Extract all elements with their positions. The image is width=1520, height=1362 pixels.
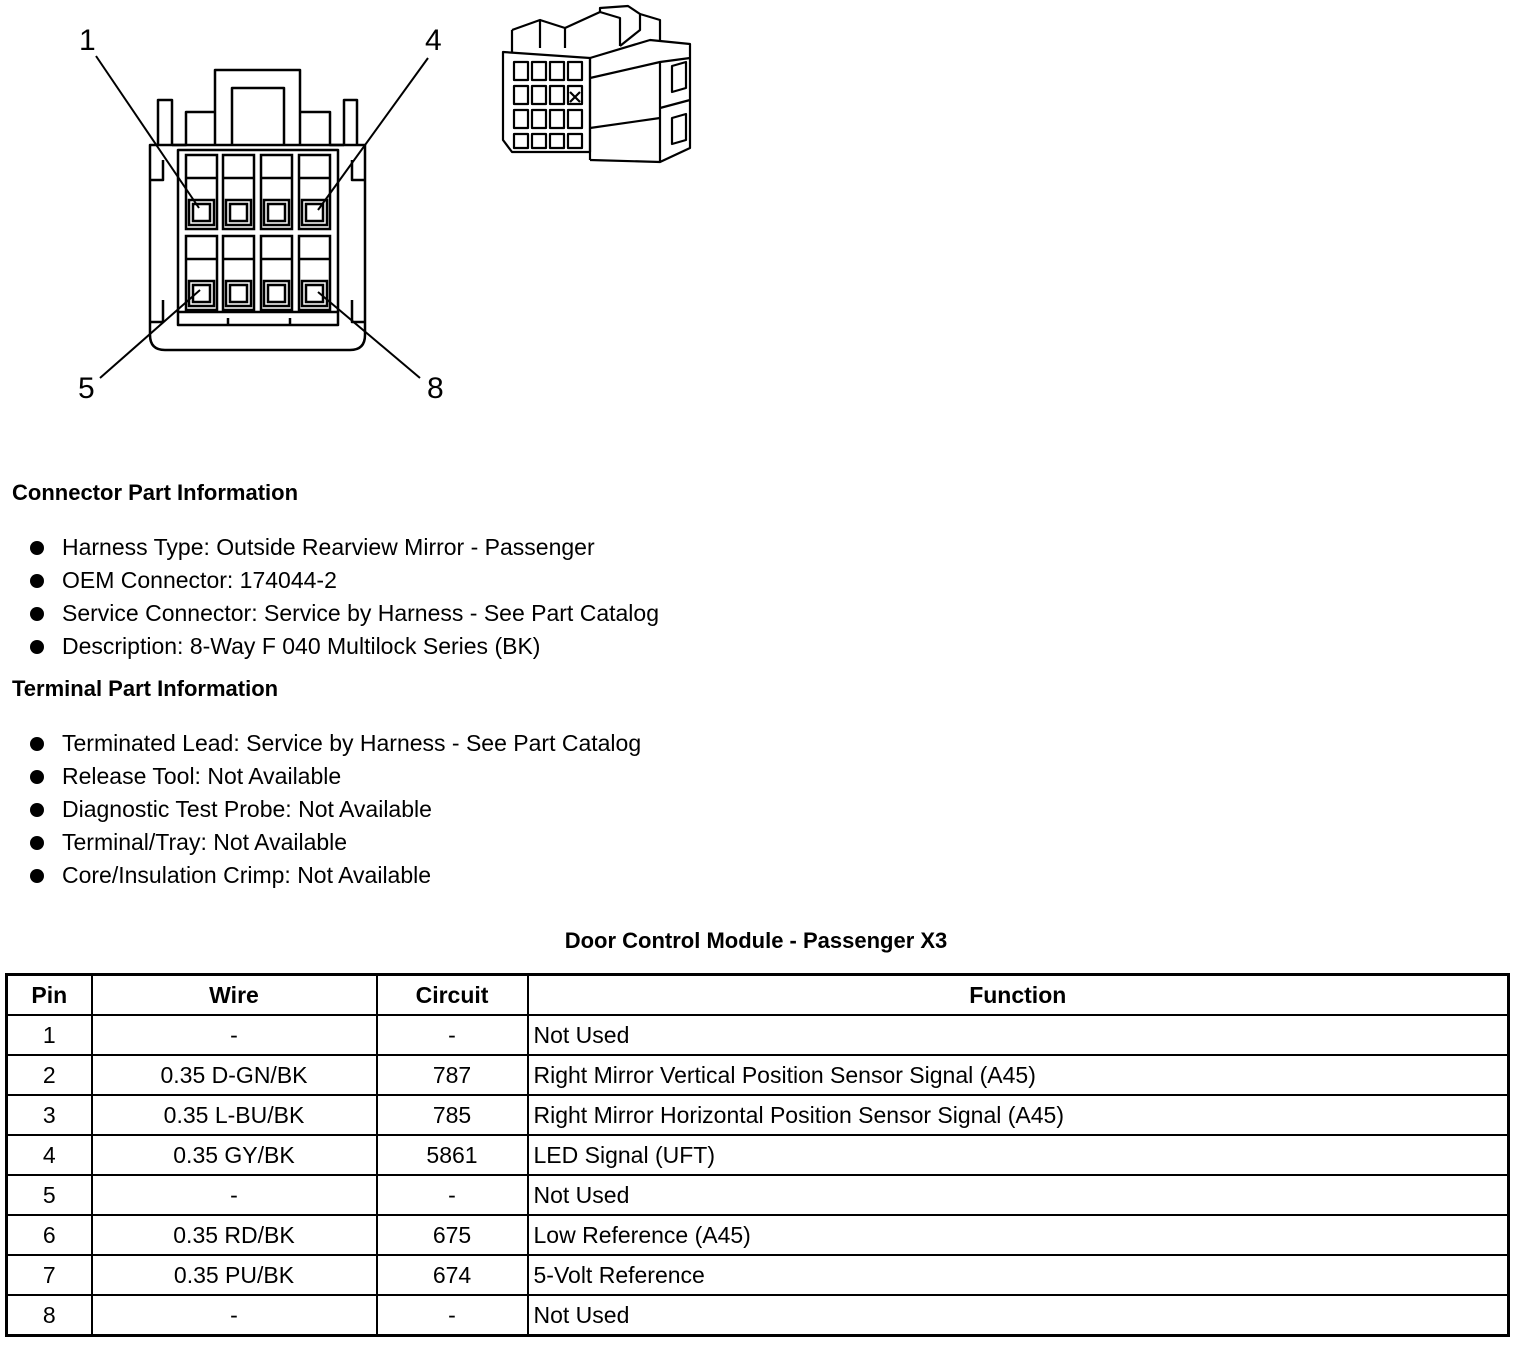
list-item-text: Release Tool: Not Available [62, 763, 342, 789]
list-item [30, 727, 641, 760]
column-header-function: Function [528, 975, 1509, 1016]
list-item-text: Diagnostic Test Probe: Not Available [62, 796, 432, 822]
table-row [7, 1055, 1509, 1095]
cell-function: 5-Volt Reference [528, 1255, 1509, 1295]
cell-wire: 0.35 L-BU/BK [92, 1095, 377, 1135]
terminal-part-info-list [30, 727, 641, 892]
table-row [7, 1295, 1509, 1336]
terminal-part-info-heading: Terminal Part Information [12, 676, 279, 701]
cell-circuit: 787 [377, 1055, 528, 1095]
list-item-text: Terminal/Tray: Not Available [62, 829, 348, 855]
bullet-icon [30, 574, 44, 588]
cell-circuit: 675 [377, 1215, 528, 1255]
cell-pin: 2 [7, 1055, 92, 1095]
cell-wire: 0.35 GY/BK [92, 1135, 377, 1175]
list-item [30, 597, 659, 630]
table-row [7, 1175, 1509, 1215]
cell-circuit: - [377, 1175, 528, 1215]
pin-callout-4: 4 [425, 24, 442, 57]
table-header-row [7, 975, 1509, 1016]
pin-table [5, 973, 1510, 1337]
list-item-text: Terminated Lead: Service by Harness - See Part Catalog [62, 730, 642, 756]
connector-diagram [0, 0, 720, 430]
pin-callout-5: 5 [78, 372, 95, 405]
cell-function: LED Signal (UFT) [528, 1135, 1509, 1175]
cell-function: Low Reference (A45) [528, 1215, 1509, 1255]
connector-face-view [0, 0, 720, 430]
list-item-text: OEM Connector: 174044-2 [62, 567, 337, 593]
cell-wire: 0.35 D-GN/BK [92, 1055, 377, 1095]
cell-pin: 6 [7, 1215, 92, 1255]
cell-function: Not Used [528, 1175, 1509, 1215]
list-item [30, 793, 641, 826]
cell-pin: 1 [7, 1015, 92, 1055]
cell-circuit: 5861 [377, 1135, 528, 1175]
cell-wire: - [92, 1175, 377, 1215]
connector-iso-view [503, 6, 690, 162]
list-item [30, 564, 659, 597]
cell-function: Not Used [528, 1295, 1509, 1336]
cell-circuit: - [377, 1295, 528, 1336]
table-row [7, 1135, 1509, 1175]
cell-circuit: 785 [377, 1095, 528, 1135]
cell-wire: - [92, 1295, 377, 1336]
list-item [30, 531, 659, 564]
connector-part-info-list [30, 531, 659, 663]
cell-function: Right Mirror Vertical Position Sensor Signal (A45) [528, 1055, 1509, 1095]
connector-part-info-heading: Connector Part Information [12, 480, 299, 505]
list-item-text: Description: 8-Way F 040 Multilock Series (BK) [62, 633, 541, 659]
pin-table-title: Door Control Module - Passenger X3 [564, 928, 948, 953]
bullet-icon [30, 869, 44, 883]
cell-wire: - [92, 1015, 377, 1055]
bullet-icon [30, 541, 44, 555]
column-header-circuit: Circuit [377, 975, 528, 1016]
bullet-icon [30, 836, 44, 850]
cell-wire: 0.35 RD/BK [92, 1215, 377, 1255]
cell-wire: 0.35 PU/BK [92, 1255, 377, 1295]
table-row [7, 1215, 1509, 1255]
cell-function: Not Used [528, 1015, 1509, 1055]
list-item [30, 826, 641, 859]
cell-pin: 7 [7, 1255, 92, 1295]
list-item-text: Service Connector: Service by Harness - See Part Catalog [62, 600, 659, 626]
bullet-icon [30, 770, 44, 784]
cell-circuit: 674 [377, 1255, 528, 1295]
pin-callout-1: 1 [79, 24, 96, 57]
cell-pin: 3 [7, 1095, 92, 1135]
bullet-icon [30, 737, 44, 751]
bullet-icon [30, 640, 44, 654]
list-item [30, 760, 641, 793]
list-item [30, 859, 641, 892]
table-row [7, 1095, 1509, 1135]
cell-function: Right Mirror Horizontal Position Sensor Signal (A45) [528, 1095, 1509, 1135]
cell-pin: 5 [7, 1175, 92, 1215]
table-row [7, 1015, 1509, 1055]
bullet-icon [30, 607, 44, 621]
cell-circuit: - [377, 1015, 528, 1055]
column-header-wire: Wire [92, 975, 377, 1016]
list-item-text: Harness Type: Outside Rearview Mirror - Passenger [62, 534, 595, 560]
bullet-icon [30, 803, 44, 817]
column-header-pin: Pin [7, 975, 92, 1016]
pin-callout-8: 8 [427, 372, 444, 405]
list-item [30, 630, 659, 663]
table-row [7, 1255, 1509, 1295]
cell-pin: 8 [7, 1295, 92, 1336]
cell-pin: 4 [7, 1135, 92, 1175]
list-item-text: Core/Insulation Crimp: Not Available [62, 862, 432, 888]
